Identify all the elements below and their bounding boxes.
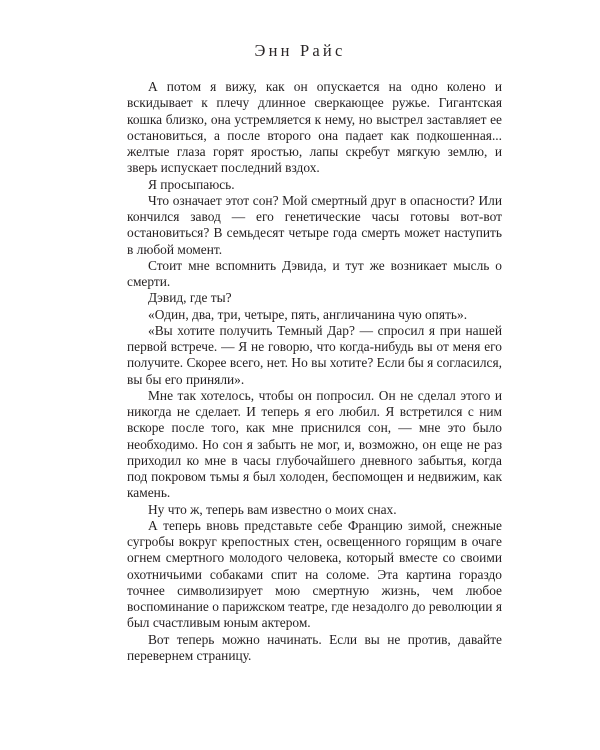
paragraph: Я просыпаюсь. [148,176,235,192]
paragraph: А потом я вижу, как он опускается на одно колено и вскидывает к плечу длинное сверкающее ружье. Гигантская кошка близко, она устремляется к нему, но выстрел заставляет ее остановиться, а после второго она падает как подкошенная... желтые глаза горят яростью, лапы скребут мягкую землю, и зверь испускает последний вздох. [127,79,502,176]
paragraph: Дэвид, где ты? [148,290,232,306]
paragraph: «Вы хотите получить Темный Дар? — спросил я при нашей первой встрече. — Я не говорю, что когда-нибудь вы от меня его получите. Скорее всего, нет. Но вы хотите? Если бы я согласился, вы бы его приняли». [127,322,502,387]
paragraph: А теперь вновь представьте себе Францию зимой, снежные сугробы вокруг крепостных стен, освещенного горящим в очаге огнем смертного молодого человека, который вместе со своими охотничьими собаками спит на соломе. Эта картина гораздо точнее символизирует мою смертную жизнь, чем любое воспоминание о парижском театре, где незадолго до революции я был счастливым юным актером. [127,517,502,631]
paragraph: Стоит мне вспомнить Дэвида, и тут же возникает мысль о смерти. [127,257,502,289]
running-header: Энн Райс [254,41,346,60]
paragraph: «Один, два, три, четыре, пять, англичанина чую опять». [148,306,468,322]
paragraph: Вот теперь можно начинать. Если вы не против, давайте перевернем страницу. [127,631,502,663]
page-body [127,79,502,664]
paragraph: Что означает этот сон? Мой смертный друг в опасности? Или кончился завод — его генетические часы готовы вот-вот остановиться? В семьдесят четыре года смерть может наступить в любой момент. [127,192,502,257]
paragraph: Мне так хотелось, чтобы он попросил. Он не сделал этого и никогда не сделает. И теперь я его любил. Я встретился с ним вскоре после того, как мне приснился сон, — мне это было необходимо. Но сон я забыть не мог, и, возможно, он еще не раз приходил ко мне в часы глубочайшего дневного забытья, когда под покровом тьмы я был холоден, беспомощен и недвижим, как камень. [127,387,502,501]
paragraph: Ну что ж, теперь вам известно о моих снах. [148,501,397,517]
